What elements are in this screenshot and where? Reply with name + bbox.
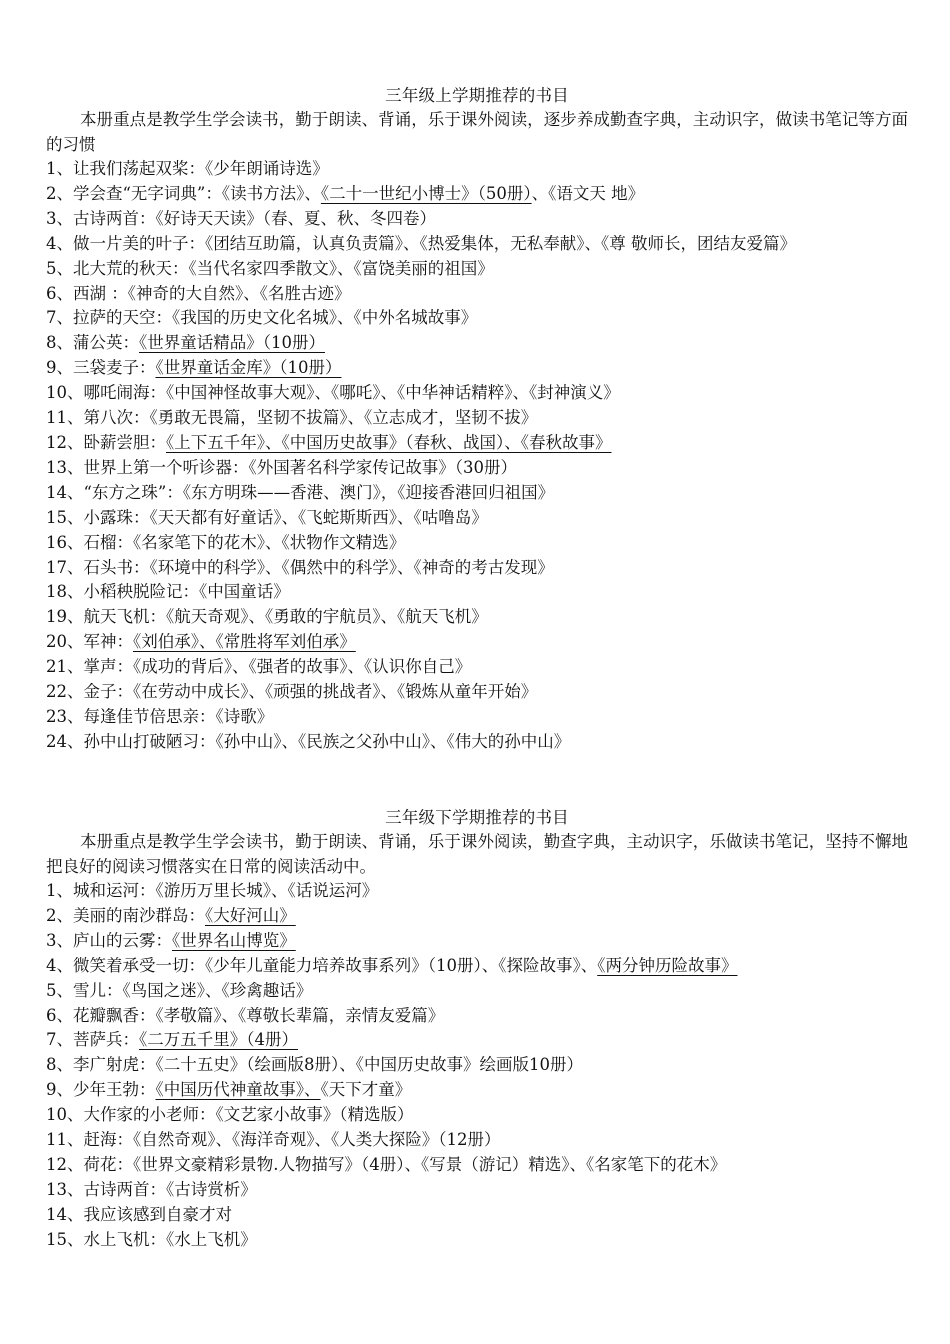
book-titles: 《东方明珠——香港、澳门》，《迎接香港回归祖国》 [182, 482, 555, 502]
list-item [46, 1053, 908, 1078]
lesson-title: 11、赶海： [46, 1130, 133, 1150]
lower-book-list [46, 879, 908, 1253]
list-item [46, 257, 908, 282]
book-titles: 《天下才童》 [320, 1080, 412, 1100]
book-titles: 《二十一世纪小博士》（50册） [320, 183, 532, 203]
book-titles: 《勇敢无畏篇，坚韧不拔篇》、《立志成才，坚韧不拔》 [149, 408, 538, 428]
book-titles: 《少年儿童能力培养故事系列》（10册）、《探险故事》、 [205, 955, 598, 975]
lesson-title: 6、花瓣飘香： [46, 1005, 156, 1025]
book-titles: 《二万五千里》（4册） [139, 1030, 298, 1050]
list-item [46, 381, 908, 406]
list-item [46, 1004, 908, 1029]
book-titles: 《世界文豪精彩景物.人物描写》（4册）、《写景（游记）精选》、《名家笔下的花木》 [133, 1154, 727, 1174]
list-item [46, 282, 908, 307]
list-item [46, 680, 908, 705]
list-item [46, 655, 908, 680]
book-titles: 《水上飞机》 [166, 1229, 257, 1249]
book-titles: 《当代名家四季散文》、《富饶美丽的祖国》 [188, 258, 494, 278]
lesson-title: 5、北大荒的秋天： [46, 258, 189, 278]
list-item [46, 705, 908, 730]
lower-section-intro: 本册重点是教学生学会读书，勤于朗读、背诵，乐于课外阅读，勤查字典，主动识字，乐做读书笔记，坚持不懈地把良好的阅读习惯落实在日常的阅读活动中。 [46, 832, 908, 876]
lower-semester-section [46, 806, 908, 1253]
list-item [46, 1153, 908, 1178]
book-titles: 《刘伯承》、《常胜将军刘伯承》 [133, 632, 356, 652]
lesson-title: 24、孙中山打破陋习： [46, 731, 216, 751]
list-item [46, 431, 908, 456]
book-titles: 《中国历代神童故事》、 [155, 1080, 321, 1100]
lesson-title: 19、航天飞机： [46, 607, 166, 627]
book-titles: 《我国的历史文化名城》、《中外名城故事》 [172, 308, 478, 328]
book-titles: 《诗歌》 [215, 706, 274, 726]
list-item [46, 182, 908, 207]
lesson-title: 13、世界上第一个听诊器： [46, 457, 249, 477]
list-item [46, 456, 908, 481]
book-titles: 《大好河山》 [205, 905, 296, 925]
book-titles: 《少年朗诵诗选》 [205, 159, 329, 178]
lesson-title: 18、小稻秧脱险记： [46, 582, 199, 602]
book-titles: 《环境中的科学》、《偶然中的科学》、《神奇的考古发现》 [149, 557, 554, 577]
list-item [46, 1203, 908, 1228]
book-titles: 《二十五史》（绘画版8册）、《中国历史故事》绘画版10册） [155, 1055, 583, 1075]
lesson-title: 10、大作家的小老师： [46, 1105, 216, 1125]
list-item [46, 556, 908, 581]
book-titles: 《孙中山》、《民族之父孙中山》、《伟大的孙中山》 [215, 731, 571, 751]
list-item [46, 730, 908, 755]
list-item [46, 1178, 908, 1203]
list-item [46, 929, 908, 954]
book-titles: 《两分钟历险故事》 [597, 955, 738, 975]
book-titles: 《读书方法》、 [221, 183, 321, 203]
list-item [46, 879, 908, 904]
list-item [46, 232, 908, 257]
list-item [46, 531, 908, 556]
book-titles: 《上下五千年》、《中国历史故事》（春秋、战国）、《春秋故事》 [166, 432, 612, 452]
lesson-title: 6、西湖 ： [46, 283, 128, 303]
book-titles: 《自然奇观》、《海洋奇观》、《人类大探险》（12册） [133, 1130, 501, 1150]
upper-book-list [46, 157, 908, 755]
list-item [46, 954, 908, 979]
book-titles: 《团结互助篇，认真负责篇》、《热爱集体，无私奉献》、《尊 敬师长，团结友爱篇》 [205, 233, 796, 253]
list-item [46, 1128, 908, 1153]
list-item [46, 406, 908, 431]
lesson-title: 8、蒲公英： [46, 333, 139, 353]
lesson-title: 11、第八次： [46, 408, 150, 428]
book-titles: 《在劳动中成长》、《顽强的挑战者》、《锻炼从童年开始》 [133, 682, 538, 702]
lesson-title: 7、拉萨的天空： [46, 308, 172, 328]
lesson-title: 3、庐山的云雾： [46, 930, 172, 950]
book-titles: 《文艺家小故事》（精选版） [215, 1105, 414, 1125]
book-titles: 《世界名山博览》 [172, 930, 296, 950]
book-titles: 《世界童话精品》（10册） [139, 333, 325, 353]
book-titles: 《中国神怪故事大观》、《哪吒》、《中华神话精粹》、《封神演义》 [166, 383, 620, 403]
lesson-title: 15、水上飞机： [46, 1229, 166, 1249]
book-titles: 《古诗赏析》 [166, 1179, 257, 1199]
list-item [46, 1078, 908, 1103]
lesson-title: 23、每逢佳节倍思亲： [46, 706, 216, 726]
book-titles: 《中国童话》 [199, 582, 290, 602]
lesson-title: 16、石榴： [46, 532, 133, 552]
lesson-title: 13、古诗两首： [46, 1179, 166, 1199]
list-item [46, 481, 908, 506]
lesson-title: 21、掌声： [46, 657, 133, 677]
list-item [46, 356, 908, 381]
list-item [46, 157, 908, 182]
list-item [46, 1103, 908, 1128]
list-item [46, 580, 908, 605]
book-titles: 、《语文天 地》 [531, 183, 645, 203]
lesson-title: 12、卧薪尝胆： [46, 432, 166, 452]
upper-section-title: 三年级上学期推荐的书目 [385, 86, 569, 105]
book-titles: 《外国著名科学家传记故事》（30册） [248, 457, 517, 477]
list-item [46, 506, 908, 531]
lesson-title: 9、少年王勃： [46, 1080, 156, 1100]
list-item [46, 979, 908, 1004]
lesson-title: 14、“东方之珠”： [46, 482, 183, 502]
list-item [46, 1028, 908, 1053]
lesson-title: 17、石头书： [46, 557, 150, 577]
lesson-title: 1、让我们荡起双桨： [46, 159, 205, 178]
lesson-title: 1、城和运河： [46, 881, 156, 900]
upper-section-intro: 本册重点是教学生学会读书，勤于朗读、背诵，乐于课外阅读，逐步养成勤查字典，主动识字，做读书笔记等方面的习惯 [46, 110, 908, 154]
lesson-title: 5、雪儿： [46, 980, 123, 1000]
lower-section-title: 三年级下学期推荐的书目 [385, 808, 569, 827]
lesson-title: 9、三袋麦子： [46, 358, 156, 378]
lesson-title: 2、学会查“无字词典”： [46, 183, 222, 203]
book-titles: 《神奇的大自然》、《名胜古迹》 [127, 283, 351, 303]
lesson-title: 3、古诗两首： [46, 208, 156, 228]
book-titles: 《名家笔下的花木》、《状物作文精选》 [133, 532, 406, 552]
lesson-title: 15、小露珠： [46, 507, 150, 527]
lesson-title: 10、哪吒闹海： [46, 383, 166, 403]
book-titles: 《航天奇观》、《勇敢的宇航员》、《航天飞机》 [166, 607, 488, 627]
lesson-title: 8、李广射虎： [46, 1055, 156, 1075]
list-item [46, 630, 908, 655]
book-titles: 《孝敬篇》、《尊敬长辈篇，亲情友爱篇》 [155, 1005, 445, 1025]
lesson-title: 4、微笑着承受一切： [46, 955, 205, 975]
list-item [46, 331, 908, 356]
lesson-title: 14、我应该感到自豪才对 [46, 1204, 232, 1224]
book-titles: 《成功的背后》、《强者的故事》、《认识你自己》 [133, 657, 472, 677]
lesson-title: 2、美丽的南沙群岛： [46, 905, 205, 925]
upper-semester-section [46, 84, 908, 755]
list-item [46, 605, 908, 630]
lesson-title: 12、荷花： [46, 1154, 133, 1174]
lesson-title: 22、金子： [46, 682, 133, 702]
list-item [46, 207, 908, 232]
book-titles: 《鸟国之迷》、《珍禽趣话》 [122, 980, 313, 1000]
list-item [46, 1228, 908, 1253]
book-titles: 《世界童话金库》（10册） [155, 358, 342, 378]
book-titles: 《天天都有好童话》、《飞蛇斯斯西》、《咕噜岛》 [149, 507, 488, 527]
lesson-title: 20、军神： [46, 632, 133, 652]
lesson-title: 7、菩萨兵： [46, 1030, 139, 1050]
list-item [46, 904, 908, 929]
book-titles: 《好诗天天读》（春、夏、秋、冬四卷） [155, 208, 436, 228]
list-item [46, 306, 908, 331]
book-titles: 《游历万里长城》、《话说运河》 [155, 881, 379, 900]
lesson-title: 4、做一片美的叶子： [46, 233, 205, 253]
